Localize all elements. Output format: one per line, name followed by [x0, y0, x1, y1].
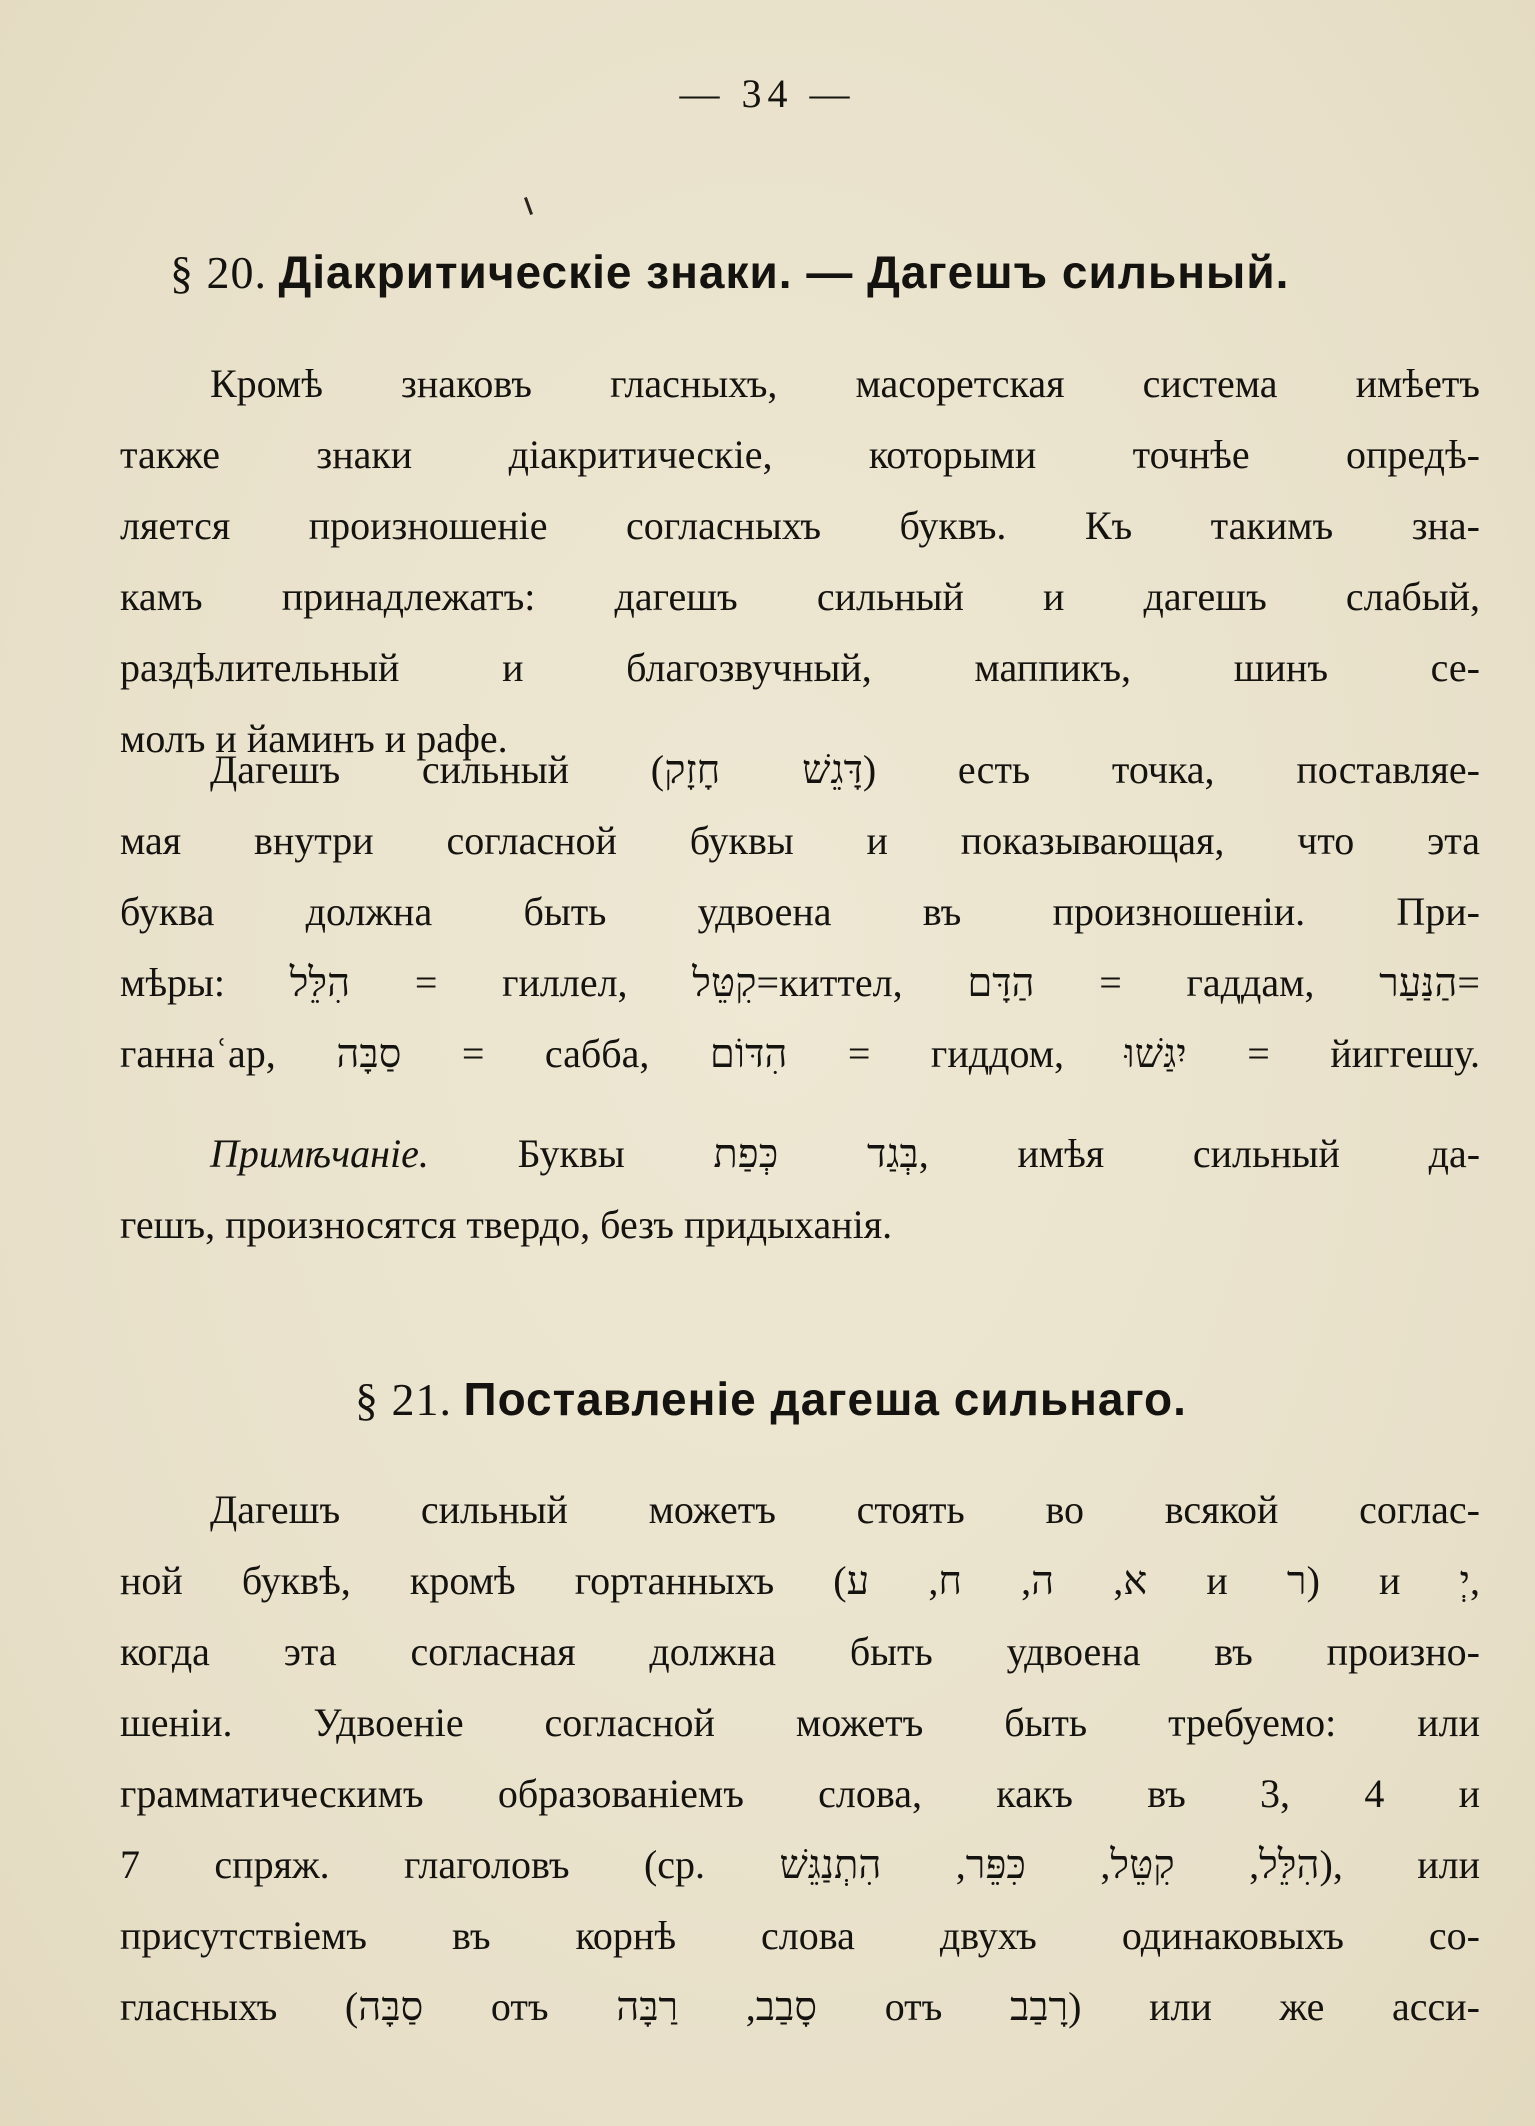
text-line: также знаки діакритическіе, которыми точнѣе опредѣ- [120, 432, 1480, 477]
section-21-number: § 21. [355, 1374, 452, 1425]
text-line: молъ и йаминъ и рафе. [120, 716, 508, 761]
section-20-note [120, 1118, 1480, 1260]
text-line: 7 спряж. глаголовъ (ср. הִלֵּל, קִטֵּל, כִּפֵּר, הִתְנַגֵּשׁ), или [120, 1842, 1481, 1887]
text-line: раздѣлительный и благозвучный, маппикъ, шинъ се- [120, 645, 1480, 690]
section-20-paragraph-1 [120, 348, 1480, 774]
section-21-paragraph-1 [120, 1474, 1480, 2042]
note-text: Буквы בְּגַד כְּפַת, имѣя сильный да- [517, 1131, 1481, 1176]
section-21-heading [355, 1372, 1535, 1426]
text-line: мая внутри согласной буквы и показывающая, что эта [120, 818, 1480, 863]
text-line: буква должна быть удвоена въ произношеніи. При- [120, 889, 1480, 934]
section-20-number: § 20. [170, 247, 267, 298]
text-line: присутствіемъ въ корнѣ слова двухъ одинаковыхъ со- [120, 1913, 1480, 1958]
text-line: шеніи. Удвоеніе согласной можетъ быть требуемо: или [120, 1700, 1480, 1745]
text-line: когда эта согласная должна быть удвоена въ произно- [120, 1629, 1480, 1674]
note-line: гешъ, произносятся твердо, безъ придыханія. [120, 1202, 893, 1247]
text-line: гласныхъ (סַבָּה отъ סָבַב, רַבָּה отъ רָבַב) или же асси- [120, 1984, 1481, 2029]
page-number: — 34 — [679, 71, 856, 116]
section-20-paragraph-2 [120, 734, 1480, 1089]
text-line: ной буквѣ, кромѣ гортанныхъ (א, ה, ח, ע и ר) и יְ, [120, 1558, 1481, 1603]
text-line: ляется произношеніе согласныхъ буквъ. Къ такимъ зна- [120, 503, 1480, 548]
text-line: Кромѣ знаковъ гласныхъ, масоретская система имѣетъ [210, 361, 1480, 406]
note-label: Примѣчаніе. [210, 1131, 429, 1176]
section-21-title: Поставленіе дагеша сильнаго. [463, 1373, 1187, 1425]
note-line [120, 1118, 1480, 1189]
section-20-heading [170, 245, 1500, 299]
text-line: грамматическимъ образованіемъ слова, какъ въ 3, 4 и [120, 1771, 1480, 1816]
section-20-title: Діакритическіе знаки. — Дагешъ сильный. [278, 246, 1290, 298]
text-line: Дагешъ сильный (דָּגֵשׁ חָזָק) есть точка, поставляе- [210, 747, 1480, 792]
text-line: мѣры: הִלֵּל = гиллел, קִטֵּל=киттел, הַדָּם = гаддам, הַנַּעַר= [120, 960, 1480, 1005]
ink-speck [524, 197, 533, 215]
text-line: Дагешъ сильный можетъ стоять во всякой соглас- [210, 1487, 1480, 1532]
text-line: ганнаʿар, סַבָּה = сабба, הִדּוֹם = гиддом, יִגַּשׁוּ = йиггешу. [120, 1031, 1480, 1076]
text-line: камъ принадлежатъ: дагешъ сильный и дагешъ слабый, [120, 574, 1480, 619]
